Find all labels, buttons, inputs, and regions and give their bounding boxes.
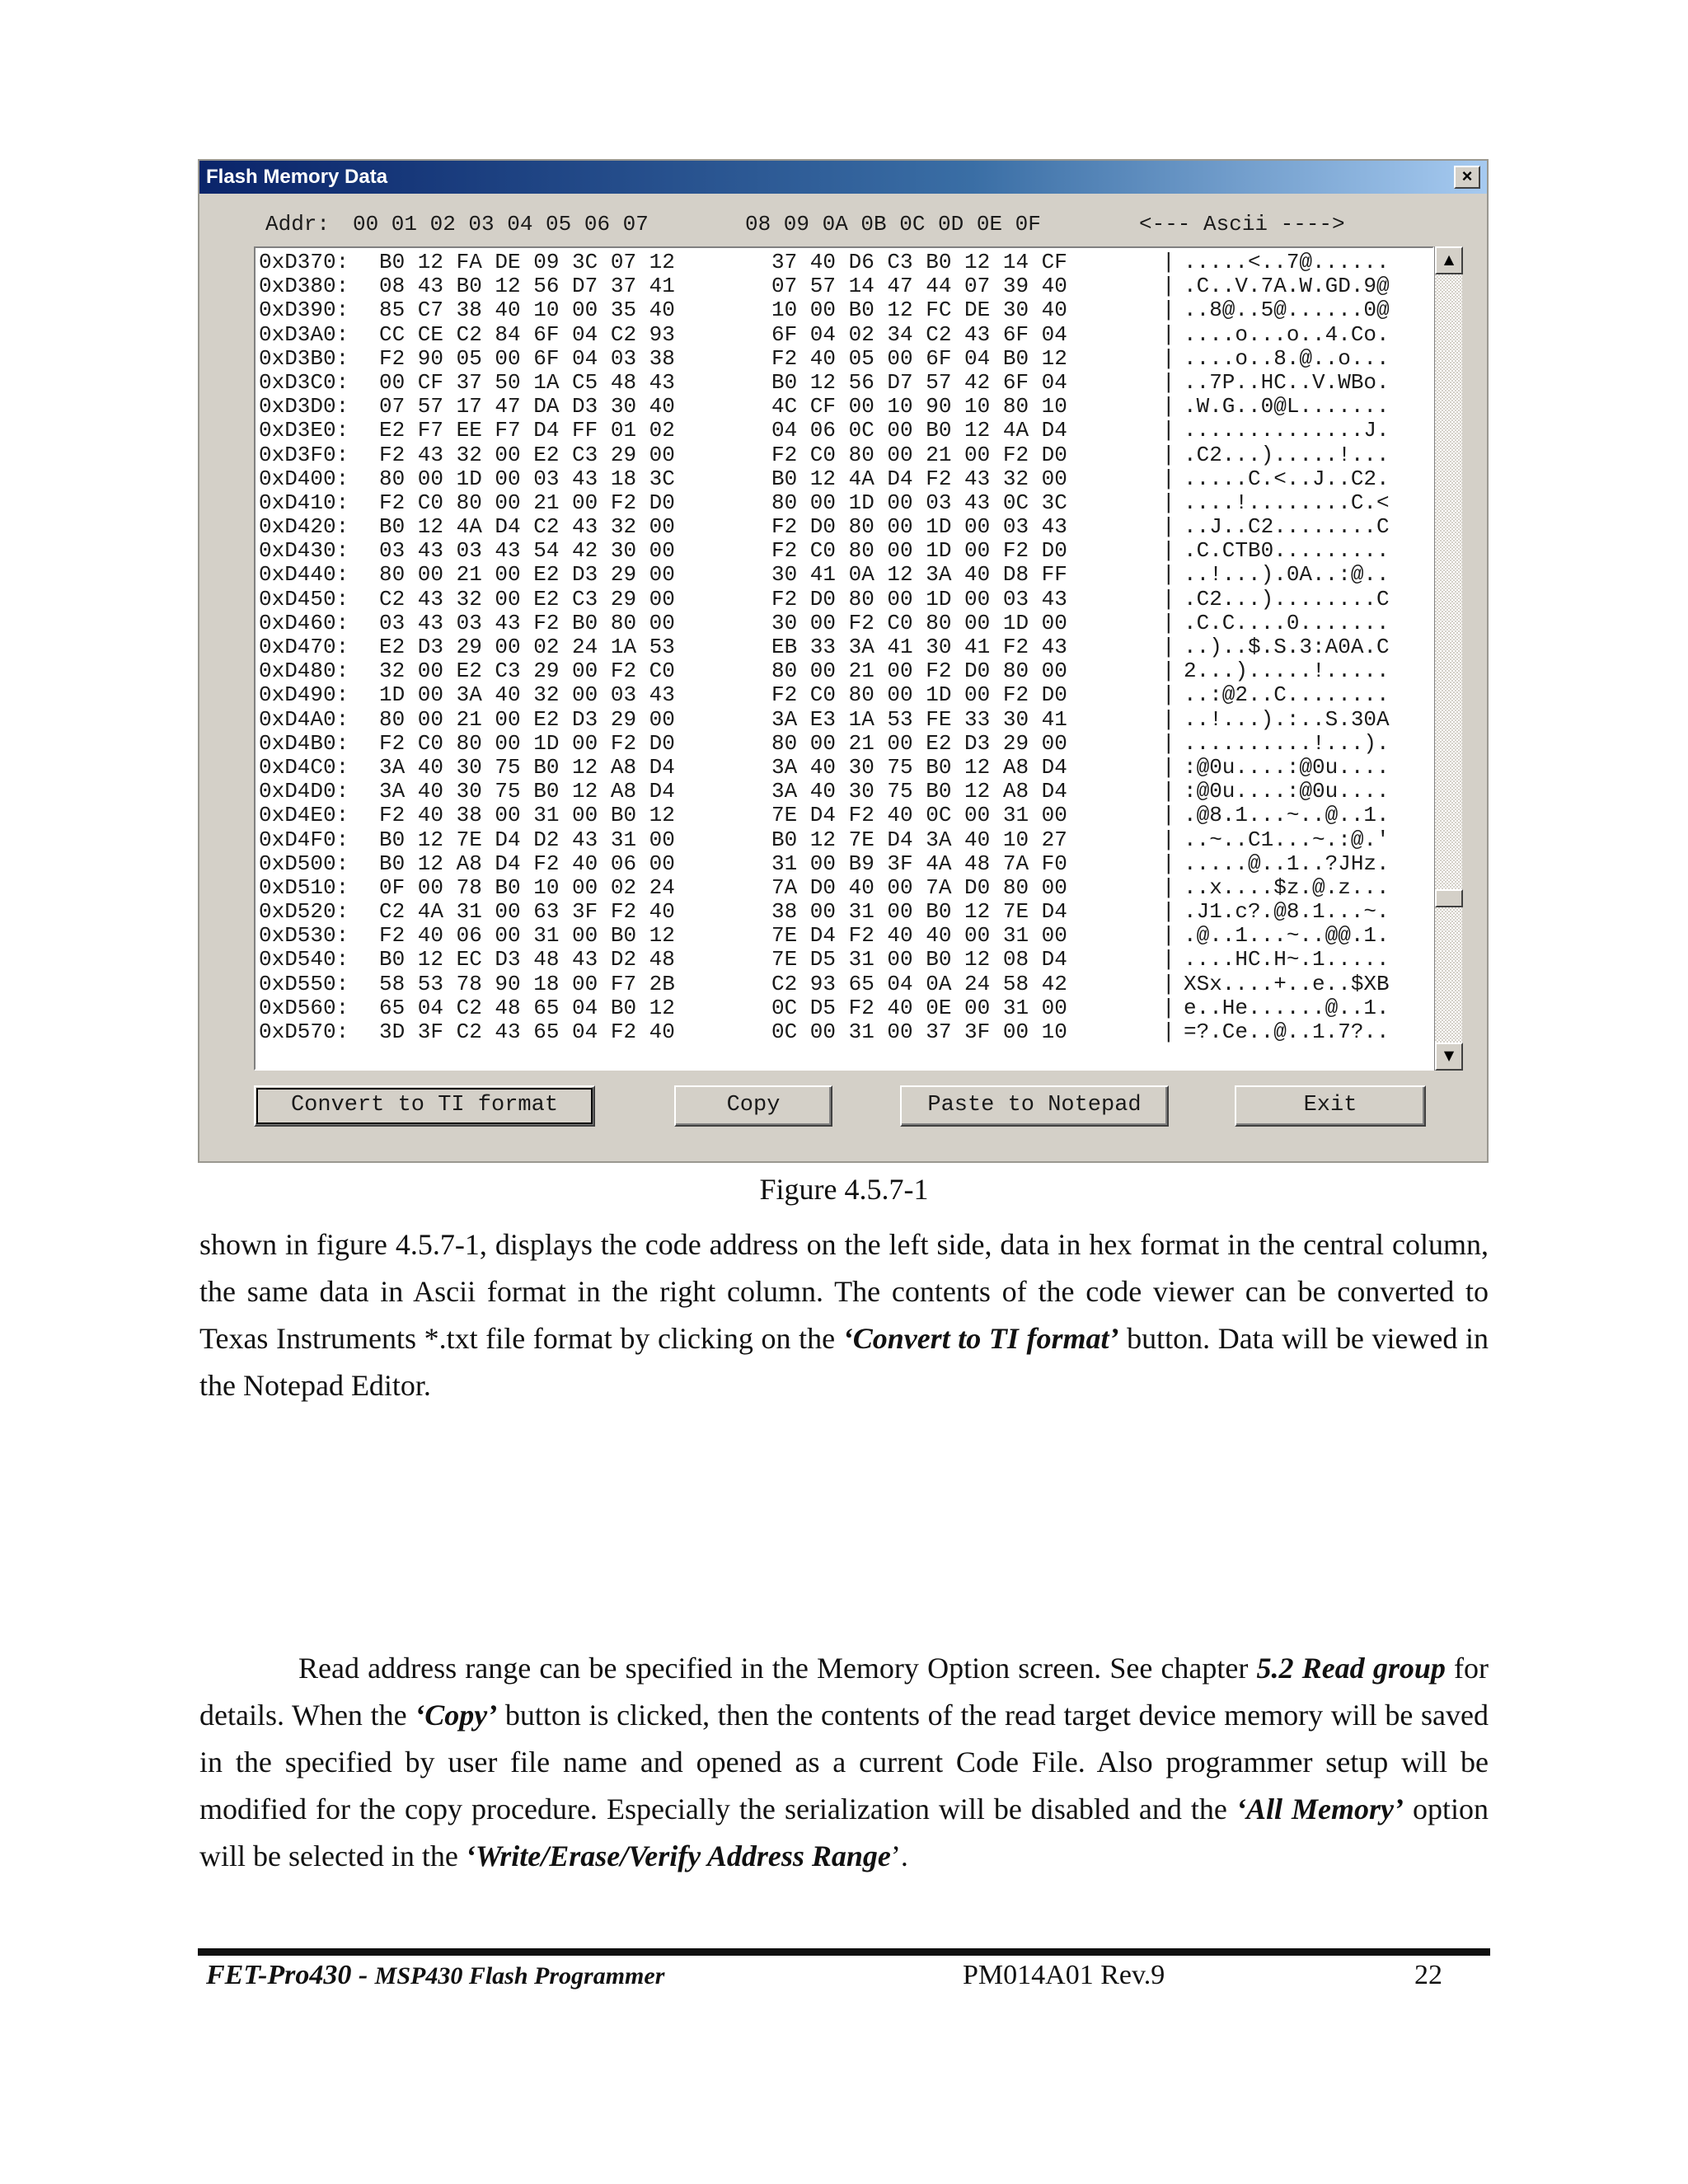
row-hex-low: B0 12 7E D4 D2 43 31 00: [379, 827, 675, 852]
row-hex-low: F2 40 06 00 31 00 B0 12: [379, 923, 675, 949]
row-hex-low: 03 43 03 43 54 42 30 00: [379, 538, 675, 564]
paragraph-code-viewer: [199, 1221, 1489, 1409]
row-separator: |: [1162, 394, 1175, 419]
row-separator: |: [1162, 971, 1175, 996]
footer-product: [206, 1960, 664, 1991]
row-separator: |: [1162, 995, 1175, 1020]
row-separator: |: [1162, 250, 1175, 274]
row-separator: |: [1162, 490, 1175, 515]
row-hex-low: 80 00 21 00 E2 D3 29 00: [379, 706, 675, 732]
row-hex-high: 80 00 21 00 E2 D3 29 00: [771, 730, 1067, 756]
row-hex-high: F2 C0 80 00 1D 00 F2 D0: [771, 538, 1067, 564]
row-address: 0xD4D0:: [259, 779, 349, 804]
row-hex-low: 0F 00 78 B0 10 00 02 24: [379, 874, 675, 900]
row-address: 0xD4A0:: [259, 706, 349, 732]
address-range-emphasis: ‘Write/Erase/Verify Address Range: [465, 1840, 891, 1872]
row-ascii: ..............J.: [1184, 418, 1390, 443]
row-address: 0xD4B0:: [259, 730, 349, 756]
row-hex-low: E2 F7 EE F7 D4 FF 01 02: [379, 418, 675, 443]
hex-dump-list[interactable]: [254, 246, 1434, 1071]
row-separator: |: [1162, 1019, 1175, 1044]
ascii-header: <--- Ascii ---->: [1139, 212, 1345, 237]
product-name: FET-Pro430: [206, 1960, 352, 1990]
paste-to-notepad-button[interactable]: Paste to Notepad: [900, 1085, 1169, 1127]
para1-tail: button. Data will be viewed in the Notepad Editor.: [199, 1322, 1489, 1402]
row-hex-low: F2 C0 80 00 21 00 F2 D0: [379, 490, 675, 515]
row-hex-high: 80 00 1D 00 03 43 0C 3C: [771, 490, 1067, 515]
row-separator: |: [1162, 562, 1175, 588]
row-ascii: :@0u....:@0u....: [1184, 754, 1390, 780]
row-separator: |: [1162, 418, 1175, 443]
row-ascii: .W.G..0@L.......: [1184, 394, 1390, 419]
row-separator: |: [1162, 658, 1175, 684]
product-subtitle: MSP430 Flash Programmer: [374, 1962, 665, 1990]
page-number: 22: [1414, 1960, 1442, 1990]
row-separator: |: [1162, 274, 1175, 299]
row-separator: |: [1162, 874, 1175, 900]
addr-header: Addr:: [265, 212, 331, 237]
row-hex-high: 30 00 F2 C0 80 00 1D 00: [771, 610, 1067, 635]
row-address: 0xD410:: [259, 490, 349, 515]
row-hex-low: B0 12 4A D4 C2 43 32 00: [379, 514, 675, 540]
row-hex-low: 03 43 03 43 F2 B0 80 00: [379, 610, 675, 635]
paragraph-read-range: [199, 1645, 1489, 1880]
row-separator: |: [1162, 345, 1175, 371]
row-ascii: .C2...).....!...: [1184, 442, 1390, 467]
row-hex-low: 3A 40 30 75 B0 12 A8 D4: [379, 754, 675, 780]
row-ascii: ....o..8.@..o...: [1184, 345, 1390, 371]
row-hex-low: 3D 3F C2 43 65 04 F2 40: [379, 1019, 675, 1044]
row-address: 0xD450:: [259, 586, 349, 612]
row-hex-low: C2 43 32 00 E2 C3 29 00: [379, 586, 675, 612]
row-hex-high: F2 D0 80 00 1D 00 03 43: [771, 586, 1067, 612]
window-title: Flash Memory Data: [206, 166, 388, 188]
row-separator: |: [1162, 298, 1175, 323]
row-separator: |: [1162, 899, 1175, 925]
row-separator: |: [1162, 803, 1175, 828]
row-separator: |: [1162, 586, 1175, 612]
footer-rule: [198, 1948, 1490, 1956]
row-hex-low: 3A 40 30 75 B0 12 A8 D4: [379, 779, 675, 804]
row-ascii: .C.CTB0.........: [1184, 538, 1390, 564]
para2-text-5: ’.: [890, 1840, 908, 1872]
row-hex-high: 3A 40 30 75 B0 12 A8 D4: [771, 754, 1067, 780]
para2-text-4: option will be selected in the: [199, 1793, 1489, 1872]
row-ascii: ..!...).0A..:@..: [1184, 562, 1390, 588]
row-hex-low: 85 C7 38 40 10 00 35 40: [379, 298, 675, 323]
row-ascii: .....@..1..?JHz.: [1184, 851, 1390, 876]
row-ascii: ..8@..5@......0@: [1184, 298, 1390, 323]
vertical-scrollbar[interactable]: [1434, 246, 1462, 1071]
row-hex-low: 1D 00 3A 40 32 00 03 43: [379, 682, 675, 708]
row-hex-high: 0C 00 31 00 37 3F 00 10: [771, 1019, 1067, 1044]
row-address: 0xD510:: [259, 874, 349, 900]
row-separator: |: [1162, 538, 1175, 564]
row-separator: |: [1162, 466, 1175, 491]
footer-dash: -: [351, 1960, 375, 1990]
row-ascii: :@0u....:@0u....: [1184, 779, 1390, 804]
row-hex-low: B0 12 FA DE 09 3C 07 12: [379, 250, 675, 274]
row-hex-high: 07 57 14 47 44 07 39 40: [771, 274, 1067, 299]
row-hex-high: 7E D4 F2 40 0C 00 31 00: [771, 803, 1067, 828]
scroll-thumb[interactable]: [1435, 889, 1463, 907]
row-hex-low: F2 43 32 00 E2 C3 29 00: [379, 442, 675, 467]
row-separator: |: [1162, 923, 1175, 949]
row-ascii: .....C.<..J..C2.: [1184, 466, 1390, 491]
row-address: 0xD3F0:: [259, 442, 349, 467]
row-hex-high: 37 40 D6 C3 B0 12 14 CF: [771, 250, 1067, 274]
row-ascii: .....<..7@......: [1184, 250, 1390, 274]
row-hex-high: 38 00 31 00 B0 12 7E D4: [771, 899, 1067, 925]
row-address: 0xD370:: [259, 250, 349, 274]
row-separator: |: [1162, 442, 1175, 467]
row-address: 0xD3D0:: [259, 394, 349, 419]
row-ascii: ..:@2..C........: [1184, 682, 1390, 708]
row-separator: |: [1162, 851, 1175, 876]
row-separator: |: [1162, 321, 1175, 347]
row-hex-high: 7A D0 40 00 7A D0 80 00: [771, 874, 1067, 900]
row-hex-high: 30 41 0A 12 3A 40 D8 FF: [771, 562, 1067, 588]
row-ascii: .J1.c?.@8.1...~.: [1184, 899, 1390, 925]
row-hex-high: 3A E3 1A 53 FE 33 30 41: [771, 706, 1067, 732]
row-address: 0xD380:: [259, 274, 349, 299]
row-separator: |: [1162, 947, 1175, 972]
row-address: 0xD4E0:: [259, 803, 349, 828]
row-address: 0xD3C0:: [259, 369, 349, 395]
row-address: 0xD550:: [259, 971, 349, 996]
row-ascii: ..~..C1...~.:@.': [1184, 827, 1390, 852]
row-ascii: ..........!...).: [1184, 730, 1390, 756]
scroll-up-icon[interactable]: ▲: [1435, 246, 1463, 274]
row-hex-high: B0 12 56 D7 57 42 6F 04: [771, 369, 1067, 395]
row-address: 0xD400:: [259, 466, 349, 491]
row-hex-low: CC CE C2 84 6F 04 C2 93: [379, 321, 675, 347]
row-address: 0xD440:: [259, 562, 349, 588]
title-bar[interactable]: [199, 161, 1487, 194]
row-separator: |: [1162, 514, 1175, 540]
all-memory-emphasis: ‘All Memory’: [1236, 1793, 1404, 1825]
row-address: 0xD500:: [259, 851, 349, 876]
row-hex-high: C2 93 65 04 0A 24 58 42: [771, 971, 1067, 996]
row-address: 0xD3A0:: [259, 321, 349, 347]
row-address: 0xD570:: [259, 1019, 349, 1044]
row-hex-low: E2 D3 29 00 02 24 1A 53: [379, 635, 675, 659]
row-separator: |: [1162, 610, 1175, 635]
row-ascii: .@..1...~..@@.1.: [1184, 923, 1390, 949]
row-ascii: =?.Ce..@..1.7?..: [1184, 1019, 1390, 1044]
row-address: 0xD430:: [259, 538, 349, 564]
row-ascii: ..J..C2........C: [1184, 514, 1390, 540]
figure-caption: Figure 4.5.7-1: [759, 1173, 929, 1206]
row-ascii: e..He......@..1.: [1184, 995, 1390, 1020]
copy-emphasis: ‘Copy’: [415, 1699, 498, 1732]
row-address: 0xD530:: [259, 923, 349, 949]
row-address: 0xD3E0:: [259, 418, 349, 443]
row-hex-high: 10 00 B0 12 FC DE 30 40: [771, 298, 1067, 323]
row-hex-low: F2 90 05 00 6F 04 03 38: [379, 345, 675, 371]
row-hex-low: B0 12 EC D3 48 43 D2 48: [379, 947, 675, 972]
row-ascii: 2...).....!.....: [1184, 658, 1390, 684]
row-ascii: .@8.1...~..@..1.: [1184, 803, 1390, 828]
para1-text: shown in figure 4.5.7-1, displays the code address on the left side, data in hex format in the central column, the same data in Ascii format in the right column. The contents of the code viewer can be converted to Texas Instruments *.txt file format by clicking on the: [199, 1228, 1489, 1355]
copy-button[interactable]: Copy: [674, 1085, 832, 1127]
row-hex-low: 80 00 21 00 E2 D3 29 00: [379, 562, 675, 588]
row-hex-high: 0C D5 F2 40 0E 00 31 00: [771, 995, 1067, 1020]
row-hex-high: 6F 04 02 34 C2 43 6F 04: [771, 321, 1067, 347]
row-hex-high: 04 06 0C 00 B0 12 4A D4: [771, 418, 1067, 443]
row-address: 0xD420:: [259, 514, 349, 540]
row-hex-high: 80 00 21 00 F2 D0 80 00: [771, 658, 1067, 684]
flash-memory-window: [198, 159, 1489, 1163]
row-address: 0xD470:: [259, 635, 349, 659]
row-separator: |: [1162, 706, 1175, 732]
row-ascii: .C.C....0.......: [1184, 610, 1390, 635]
row-hex-high: 7E D5 31 00 B0 12 08 D4: [771, 947, 1067, 972]
row-address: 0xD3B0:: [259, 345, 349, 371]
scroll-down-icon[interactable]: ▼: [1435, 1043, 1463, 1071]
row-separator: |: [1162, 827, 1175, 852]
row-hex-low: 07 57 17 47 DA D3 30 40: [379, 394, 675, 419]
row-hex-low: B0 12 A8 D4 F2 40 06 00: [379, 851, 675, 876]
row-separator: |: [1162, 682, 1175, 708]
row-ascii: ..x....$z.@.z...: [1184, 874, 1390, 900]
para1-emphasis: ‘Convert to TI format’: [842, 1322, 1119, 1355]
hex-header-low: 00 01 02 03 04 05 06 07: [353, 212, 649, 237]
row-hex-high: 7E D4 F2 40 40 00 31 00: [771, 923, 1067, 949]
row-hex-low: C2 4A 31 00 63 3F F2 40: [379, 899, 675, 925]
convert-to-ti-format-button[interactable]: Convert to TI format: [254, 1085, 595, 1127]
row-address: 0xD460:: [259, 610, 349, 635]
row-separator: |: [1162, 369, 1175, 395]
row-address: 0xD520:: [259, 899, 349, 925]
row-separator: |: [1162, 779, 1175, 804]
row-hex-high: B0 12 7E D4 3A 40 10 27: [771, 827, 1067, 852]
close-button[interactable]: ×: [1454, 166, 1480, 189]
row-hex-high: F2 40 05 00 6F 04 B0 12: [771, 345, 1067, 371]
row-hex-low: F2 40 38 00 31 00 B0 12: [379, 803, 675, 828]
exit-button[interactable]: Exit: [1235, 1085, 1426, 1127]
row-ascii: ....HC.H~.1.....: [1184, 947, 1390, 972]
row-hex-high: 31 00 B9 3F 4A 48 7A F0: [771, 851, 1067, 876]
para2-text-2: for details. When the: [199, 1652, 1489, 1732]
doc-id: PM014A01 Rev.9: [963, 1960, 1165, 1990]
row-ascii: ..7P..HC..V.WBo.: [1184, 369, 1390, 395]
para2-text-1: Read address range can be specified in the Memory Option screen. See chapter: [298, 1652, 1257, 1685]
row-separator: |: [1162, 635, 1175, 659]
row-address: 0xD480:: [259, 658, 349, 684]
row-hex-low: 58 53 78 90 18 00 F7 2B: [379, 971, 675, 996]
row-address: 0xD390:: [259, 298, 349, 323]
chapter-reference: 5.2 Read group: [1256, 1652, 1446, 1685]
row-hex-low: 08 43 B0 12 56 D7 37 41: [379, 274, 675, 299]
row-hex-high: 3A 40 30 75 B0 12 A8 D4: [771, 779, 1067, 804]
row-address: 0xD490:: [259, 682, 349, 708]
row-ascii: XSx....+..e..$XB: [1184, 971, 1390, 996]
row-hex-low: 00 CF 37 50 1A C5 48 43: [379, 369, 675, 395]
hex-header-high: 08 09 0A 0B 0C 0D 0E 0F: [745, 212, 1041, 237]
row-hex-low: 80 00 1D 00 03 43 18 3C: [379, 466, 675, 491]
row-hex-low: 65 04 C2 48 65 04 B0 12: [379, 995, 675, 1020]
row-hex-high: 4C CF 00 10 90 10 80 10: [771, 394, 1067, 419]
row-hex-high: EB 33 3A 41 30 41 F2 43: [771, 635, 1067, 659]
row-hex-high: B0 12 4A D4 F2 43 32 00: [771, 466, 1067, 491]
row-hex-low: F2 C0 80 00 1D 00 F2 D0: [379, 730, 675, 756]
row-ascii: ....!........C.<: [1184, 490, 1390, 515]
row-hex-high: F2 D0 80 00 1D 00 03 43: [771, 514, 1067, 540]
row-ascii: ..!...).:..S.30A: [1184, 706, 1390, 732]
row-hex-high: F2 C0 80 00 1D 00 F2 D0: [771, 682, 1067, 708]
row-ascii: ..)..$.S.3:A0A.C: [1184, 635, 1390, 659]
row-address: 0xD4C0:: [259, 754, 349, 780]
row-separator: |: [1162, 730, 1175, 756]
row-ascii: .C2...)........C: [1184, 586, 1390, 612]
row-hex-high: F2 C0 80 00 21 00 F2 D0: [771, 442, 1067, 467]
row-address: 0xD560:: [259, 995, 349, 1020]
row-separator: |: [1162, 754, 1175, 780]
row-address: 0xD4F0:: [259, 827, 349, 852]
para2-text-3: button is clicked, then the contents of the read target device memory will be saved in the specified by user file name and opened as a current Code File. Also programmer setup will be modified for the copy procedure. Especially the serialization will be disabled and the: [199, 1699, 1489, 1825]
row-ascii: ....o...o..4.Co.: [1184, 321, 1390, 347]
row-ascii: .C..V.7A.W.GD.9@: [1184, 274, 1390, 299]
row-address: 0xD540:: [259, 947, 349, 972]
row-hex-low: 32 00 E2 C3 29 00 F2 C0: [379, 658, 675, 684]
